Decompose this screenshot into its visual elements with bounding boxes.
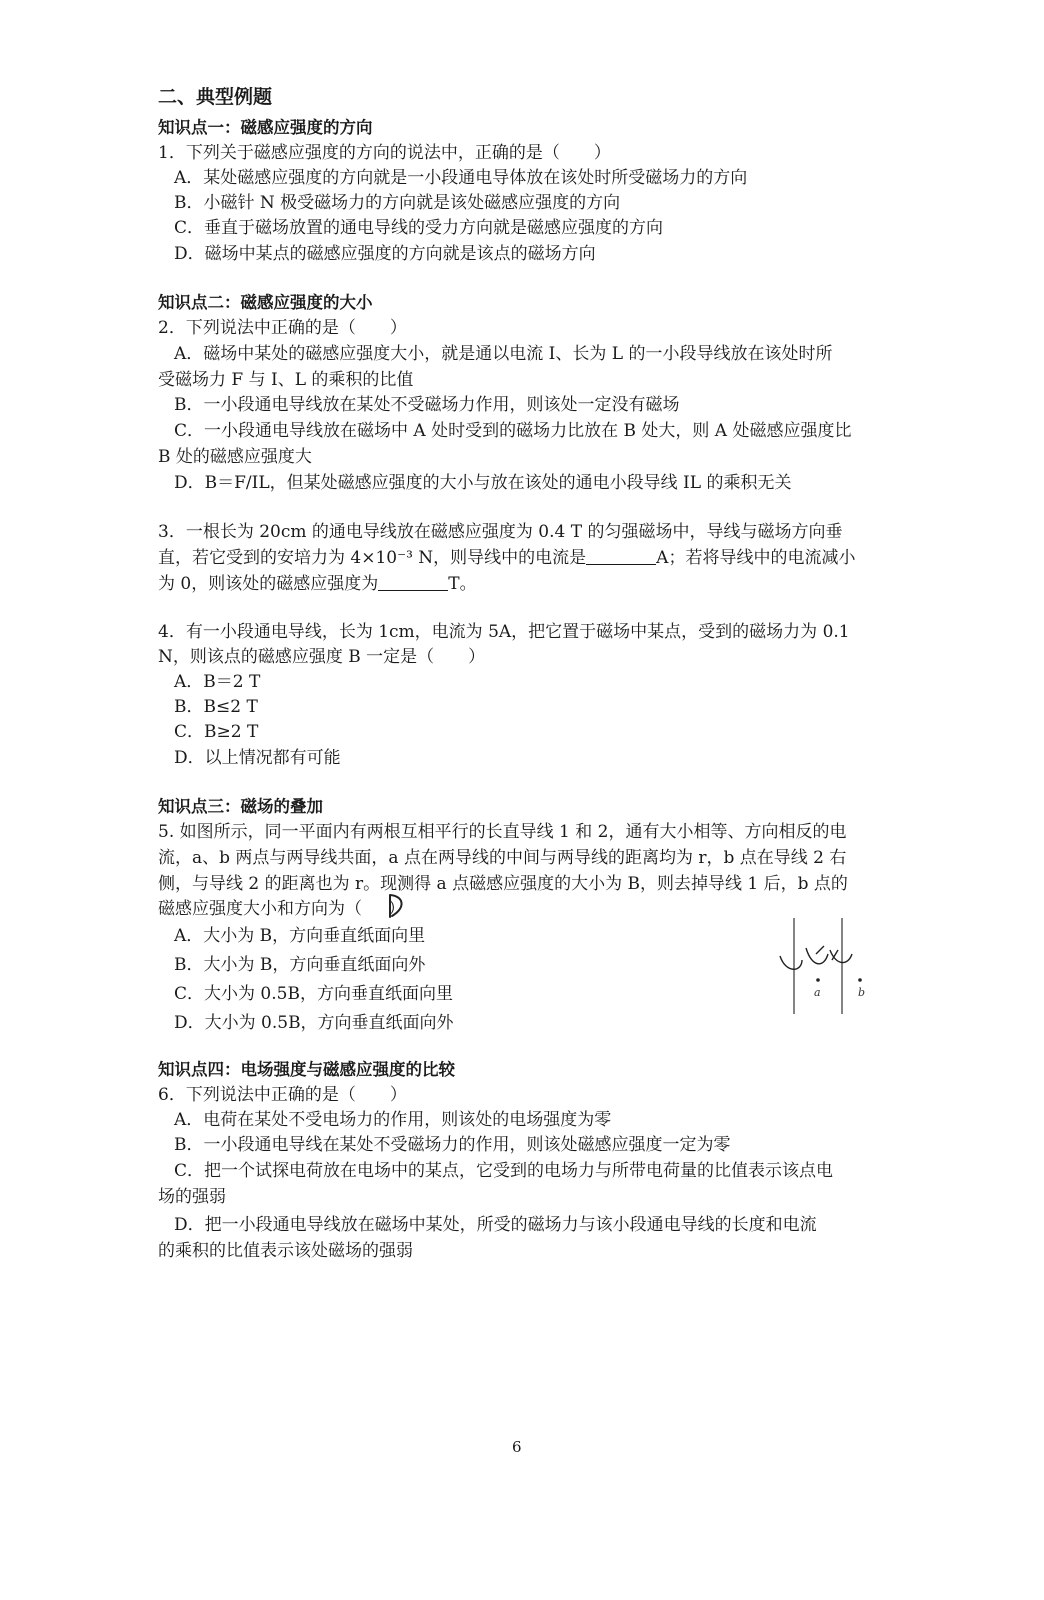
handwritten-scribble <box>780 946 852 969</box>
wires-figure <box>772 910 882 1022</box>
question-1-option-c: C．垂直于磁场放置的通电导线的受力方向就是磁感应强度的方向 <box>174 218 664 238</box>
question-5-option-d: D．大小为 0.5B，方向垂直纸面向外 <box>174 1013 454 1033</box>
answer-blank-field[interactable] <box>378 573 448 591</box>
question-6-option-b: B．一小段通电导线在某处不受磁场力的作用，则该处磁感应强度一定为零 <box>174 1135 731 1155</box>
question-1-option-d: D．磁场中某点的磁感应强度的方向就是该点的磁场方向 <box>174 244 596 264</box>
question-1-option-a: A．某处磁感应强度的方向就是一小段通电导体放在该处时所受磁场力的方向 <box>174 168 748 188</box>
point-b-label: b <box>858 986 866 999</box>
page-number: 6 <box>512 1438 522 1456</box>
point-a-dot <box>816 978 820 982</box>
knowledge-point-heading-2: 知识点二：磁感应强度的大小 <box>158 293 373 312</box>
question-1-stem: 1．下列关于磁感应强度的方向的说法中，正确的是（ ） <box>158 143 611 163</box>
question-2-option-d: D．B＝F/IL，但某处磁感应强度的大小与放在该处的通电小段导线 IL 的乘积无关 <box>174 473 792 493</box>
question-3-line3-tail: T。 <box>448 574 477 594</box>
question-3-line2 <box>158 547 855 569</box>
question-5-line1: 5. 如图所示，同一平面内有两根互相平行的长直导线 1 和 2，通有大小相等、方向相反的电 <box>158 822 847 842</box>
question-3-line1: 3．一根长为 20cm 的通电导线放在磁感应强度为 0.4 T 的匀强磁场中，导线与磁场方向垂 <box>158 522 843 542</box>
question-5-option-b: B．大小为 B，方向垂直纸面向外 <box>174 955 426 975</box>
question-5-line4 <box>158 898 405 920</box>
question-4-option-d: D．以上情况都有可能 <box>174 748 341 768</box>
question-4-option-c: C．B≥2 T <box>174 722 259 742</box>
point-b-dot <box>858 978 862 982</box>
question-6-option-d-line2: 的乘积的比值表示该处磁场的强弱 <box>158 1241 413 1261</box>
question-5-line2: 流，a、b 两点与两导线共面，a 点在两导线的中间与两导线的距离均为 r，b 点在导线 2 右 <box>158 848 847 868</box>
question-3-line3-text: 为 0，则该处的磁感应强度为 <box>158 574 379 594</box>
question-6-option-d-line1: D．把一小段通电导线放在磁场中某处，所受的磁场力与该小段通电导线的长度和电流 <box>174 1215 817 1235</box>
question-4-line2: N，则该点的磁感应强度 B 一定是（ ） <box>158 647 486 667</box>
knowledge-point-heading-4: 知识点四：电场强度与磁感应强度的比较 <box>158 1060 455 1079</box>
question-6-option-c-line2: 场的强弱 <box>158 1187 226 1207</box>
question-2-option-b: B．一小段通电导线放在某处不受磁场力作用，则该处一定没有磁场 <box>174 395 680 415</box>
question-5-line4-close: ） <box>388 899 405 919</box>
question-6-stem: 6．下列说法中正确的是（ ） <box>158 1085 407 1105</box>
point-a-label: a <box>814 986 821 999</box>
question-6-option-c-line1: C．把一个试探电荷放在电场中的某点，它受到的电场力与所带电荷量的比值表示该点电 <box>174 1161 834 1181</box>
answer-blank-current[interactable] <box>586 547 656 565</box>
handwritten-answer-mark <box>384 892 408 920</box>
question-2-option-a-line1: A．磁场中某处的磁感应强度大小，就是通以电流 I、长为 L 的一小段导线放在该处时所 <box>174 344 833 364</box>
question-3-line2-text: 直，若它受到的安培力为 4×10⁻³ N，则导线中的电流是 <box>158 548 587 568</box>
question-5-option-a: A．大小为 B，方向垂直纸面向里 <box>174 926 426 946</box>
question-4-option-b: B．B≤2 T <box>174 697 258 717</box>
knowledge-point-heading-3: 知识点三：磁场的叠加 <box>158 797 323 816</box>
question-5-line4-text: 磁感应强度大小和方向为（ <box>158 899 362 919</box>
question-2-option-c-line1: C．一小段通电导线放在磁场中 A 处时受到的磁场力比放在 B 处大，则 A 处磁感应强度比 <box>174 421 852 441</box>
question-4-line1: 4．有一小段通电导线，长为 1cm，电流为 5A，把它置于磁场中某点，受到的磁场力为 0.1 <box>158 622 850 642</box>
question-2-option-a-line2: 受磁场力 F 与 I、L 的乘积的比值 <box>158 370 414 390</box>
knowledge-point-heading-1: 知识点一：磁感应强度的方向 <box>158 118 373 137</box>
question-2-option-c-line2: B 处的磁感应强度大 <box>158 447 312 467</box>
question-3-line3 <box>158 573 477 595</box>
question-4-option-a: A．B＝2 T <box>174 672 261 692</box>
question-6-option-a: A．电荷在某处不受电场力的作用，则该处的电场强度为零 <box>174 1110 612 1130</box>
question-1-option-b: B．小磁针 N 极受磁场力的方向就是该处磁感应强度的方向 <box>174 193 621 213</box>
question-5-line3: 侧，与导线 2 的距离也为 r。现测得 a 点磁感应强度的大小为 B，则去掉导线 1 后，b 点的 <box>158 874 848 894</box>
question-3-line2-tail: A；若将导线中的电流减小 <box>656 548 856 568</box>
question-5-option-c: C．大小为 0.5B，方向垂直纸面向里 <box>174 984 453 1004</box>
section-title: 二、典型例题 <box>158 86 273 108</box>
question-2-stem: 2．下列说法中正确的是（ ） <box>158 318 407 338</box>
